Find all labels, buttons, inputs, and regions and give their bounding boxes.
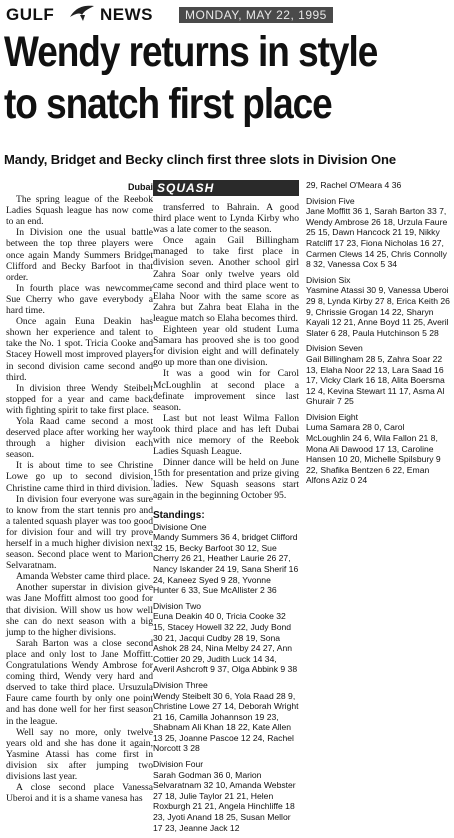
article-paragraph: The spring league of the Reebok Ladies Squash league has now come to an end. xyxy=(6,194,153,228)
division-results: Gail Billingham 28 5, Zahra Soar 22 13, Elaha Noor 22 13, Lara Saad 16 17, Vicky Clark 16 18, Alita Boersma 12 4, Kevina Stewart 11 17, Asma Al Ghurair 7 25 xyxy=(306,353,445,407)
division-standings xyxy=(153,680,299,754)
standings-column-2 xyxy=(153,509,299,838)
division-results: Sarah Godman 36 0, Marion Selvaratnam 32 10, Amanda Webster 27 18, Julie Taylor 21 21, Helen Roxburgh 21 21, Angela Hinchliffe 18 23, Jyoti Anand 18 25, Susan Mellor 17 23, Jeanne Jack 12 xyxy=(153,769,296,833)
article-paragraph: In fourth place was newcommer Sue Cherry who gave everybody a hard time. xyxy=(6,282,153,317)
article-paragraph: Eighteen year old student Luma Samara has prooved she is too good for division eight and will definately go up more than one division. xyxy=(153,324,299,369)
article-paragraph: Amanda Webster came third place. xyxy=(16,571,151,583)
headline xyxy=(4,26,451,130)
standings-continued: 29, Rachel O'Meara 4 36 xyxy=(306,180,402,190)
article-paragraph: Dinner dance will be held on June 15th for presentation and prize giving ladies. New Squash seasons start again in the beginning October 95. xyxy=(153,457,299,502)
division-heading: Division Four xyxy=(153,759,204,770)
division-results: Euna Deakin 40 0, Tricia Cooke 32 15, Stacey Howell 32 22, Judy Bond 30 21, Jacqui Cudby 28 19, Sona Ashok 28 24, Nina Melby 24 27, Ann Cottier 20 29, Judith Luck 14 34, Averil Ashcroft 9 37, Olga Abbink 9 38 xyxy=(153,611,298,675)
article-paragraph: Well say no more, only twelve years old and she has done it again, Yasmine Atassi has come first in division six after jumping two divisions last year. xyxy=(6,726,153,782)
standings-title: Standings: xyxy=(153,510,205,521)
standings-list-2 xyxy=(153,522,299,834)
division-standings xyxy=(153,759,299,833)
standings-list-3 xyxy=(306,196,450,486)
article-paragraph: In division three Wendy Steibelt stopped for a year and came back with fighting spirit to take first place. xyxy=(6,382,153,416)
article-paragraph: A close second place Vanessa Uberoi and it is a shame vanesa has xyxy=(6,782,153,805)
article-paragraph: Once again Gail Billingham managed to take first place in division seven. Another school girl Zahra Soar only twelve years old came second and third place went to Elaha Noor with the same score as Zahra but Zahra beat Elaha in the league match so Elaha becomes third. xyxy=(153,235,299,324)
division-standings xyxy=(306,196,450,270)
division-standings xyxy=(306,343,450,407)
newspaper-brand xyxy=(6,5,153,25)
article-paragraph: Sarah Barton was a close second place and only lost to Jane Moffitt. Congratulations Wendy Ambrose for coming third, Wendy very hard and dserved to take third place. Ursuzula Faure came fourth by only one point and has done well for her first season in the league. xyxy=(6,637,153,727)
masthead xyxy=(6,3,448,27)
article-paragraph: In Division one the usual battle between the top three players were once again Mandy Summers Bridget Clifford and Becky Barfoot in that order. xyxy=(6,227,153,283)
subheadline: Mandy, Bridget and Becky clinch first three slots in Division One xyxy=(4,152,397,167)
section-tag xyxy=(153,180,299,196)
division-heading: Division Eight xyxy=(306,411,359,422)
division-standings xyxy=(306,275,450,339)
division-heading: Division Two xyxy=(153,600,202,611)
headline-line-1: Wendy returns in style xyxy=(4,28,378,76)
dateline-place: Dubai xyxy=(127,182,153,192)
division-standings xyxy=(153,522,299,596)
article-column-1 xyxy=(6,182,153,804)
division-results: Wendy Steibelt 30 6, Yola Raad 28 9, Christine Lowe 27 14, Deborah Wright 21 16, Camilla Johannson 19 23, Shabnam Ali Khan 18 22, Kate Allen 13 25, Joanne Pascoe 12 24, Rachel Norcott 3 28 xyxy=(153,690,299,754)
article-column-1-body xyxy=(6,194,153,804)
division-results: Jane Moffitt 36 1, Sarah Barton 33 7, Wendy Ambrose 26 18, Urzula Faure 25 15, Dawn Hancock 21 19, Nikky Ratcliff 17 23, Fiona Nicholas 16 27, Carmen Clews 14 25, Chris Connolly 8 32, Vanessa Cox 5 34 xyxy=(306,206,448,270)
article-paragraph: transferred to Bahrain. A good third place went to Lynda Kirby who was a late comer to the season. xyxy=(153,202,299,236)
article-column-2-body xyxy=(153,202,299,502)
division-heading: Division Three xyxy=(153,679,208,690)
article-paragraph: It was a good win for Carol McLoughlin at second place a definate improvement since last season. xyxy=(153,368,299,413)
division-heading: Division Five xyxy=(306,195,355,206)
division-heading: Division Six xyxy=(306,274,351,285)
division-results: Mandy Summers 36 4, bridget Clifford 32 15, Becky Barfoot 30 12, Sue Cherry 26 21, Heather Laurie 26 27, Nancy Iskander 24 19, Sana Sherif 16 24, Kaneez Syed 9 28, Yvonne Hunter 6 33, Sue McAllister 2 36 xyxy=(153,532,299,596)
article-paragraph: Once again Euna Deakin has shown her experience and talent to take the No. 1 spot. Tricia Cooke and Stacey Howell most improved players in second division came second and third. xyxy=(6,316,153,383)
article-paragraph: Last but not least Wilma Fallon took third place and has left Dubai with nice memory of the Reebok Ladies Squash League. xyxy=(153,412,299,458)
division-results: Yasmine Atassi 30 9, Vanessa Uberoi 29 8, Lynda Kirby 27 8, Erica Keith 26 9, Chrissie Grogan 14 22, Sharyn Kayali 12 21, Anne Boyd 11 25, Averil Slater 6 28, Paula Hutchinson 5 28 xyxy=(306,285,450,338)
article-paragraph: In division four everyone was sure to know from the start tennis pro and a talented squash player was too good for division four and will try prove herself in a much higher division next season. Second place went to Marion Selvaratnam. xyxy=(6,493,153,572)
brand-right: NEWS xyxy=(100,5,153,24)
division-standings xyxy=(306,412,450,486)
falcon-logo-icon xyxy=(68,3,96,23)
section-tag-label: SQUASH xyxy=(157,181,215,195)
division-standings xyxy=(153,601,299,675)
article-paragraph: It is about time to see Christine Lowe go up to second division, Christine came third in third division. xyxy=(6,460,153,494)
article-paragraph: Yola Raad came second a most deserved place after working her way through a higher division each season. xyxy=(6,415,153,461)
division-heading: Divisione One xyxy=(153,521,207,532)
headline-line-2: to snatch first place xyxy=(4,80,332,128)
standings-column-3 xyxy=(306,180,450,491)
article-paragraph: Another superstar in division give was Jane Moffitt almost too good for that division. Will show us how well she can do next season with a big jump to the higher divisions. xyxy=(6,582,153,638)
division-results: Luma Samara 28 0, Carol McLoughlin 24 6, Wila Fallon 21 8, Mona Ali Dawood 17 13, Caroline Hansen 10 20, Michelle Spilsbury 9 22, Shafika Bentzen 6 22, Eman Alfons Aziz 0 24 xyxy=(306,422,441,486)
division-heading: Division Seven xyxy=(306,343,363,354)
article-column-2 xyxy=(153,202,299,502)
brand-left: GULF xyxy=(6,5,55,24)
dateline: MONDAY, MAY 22, 1995 xyxy=(179,7,333,23)
